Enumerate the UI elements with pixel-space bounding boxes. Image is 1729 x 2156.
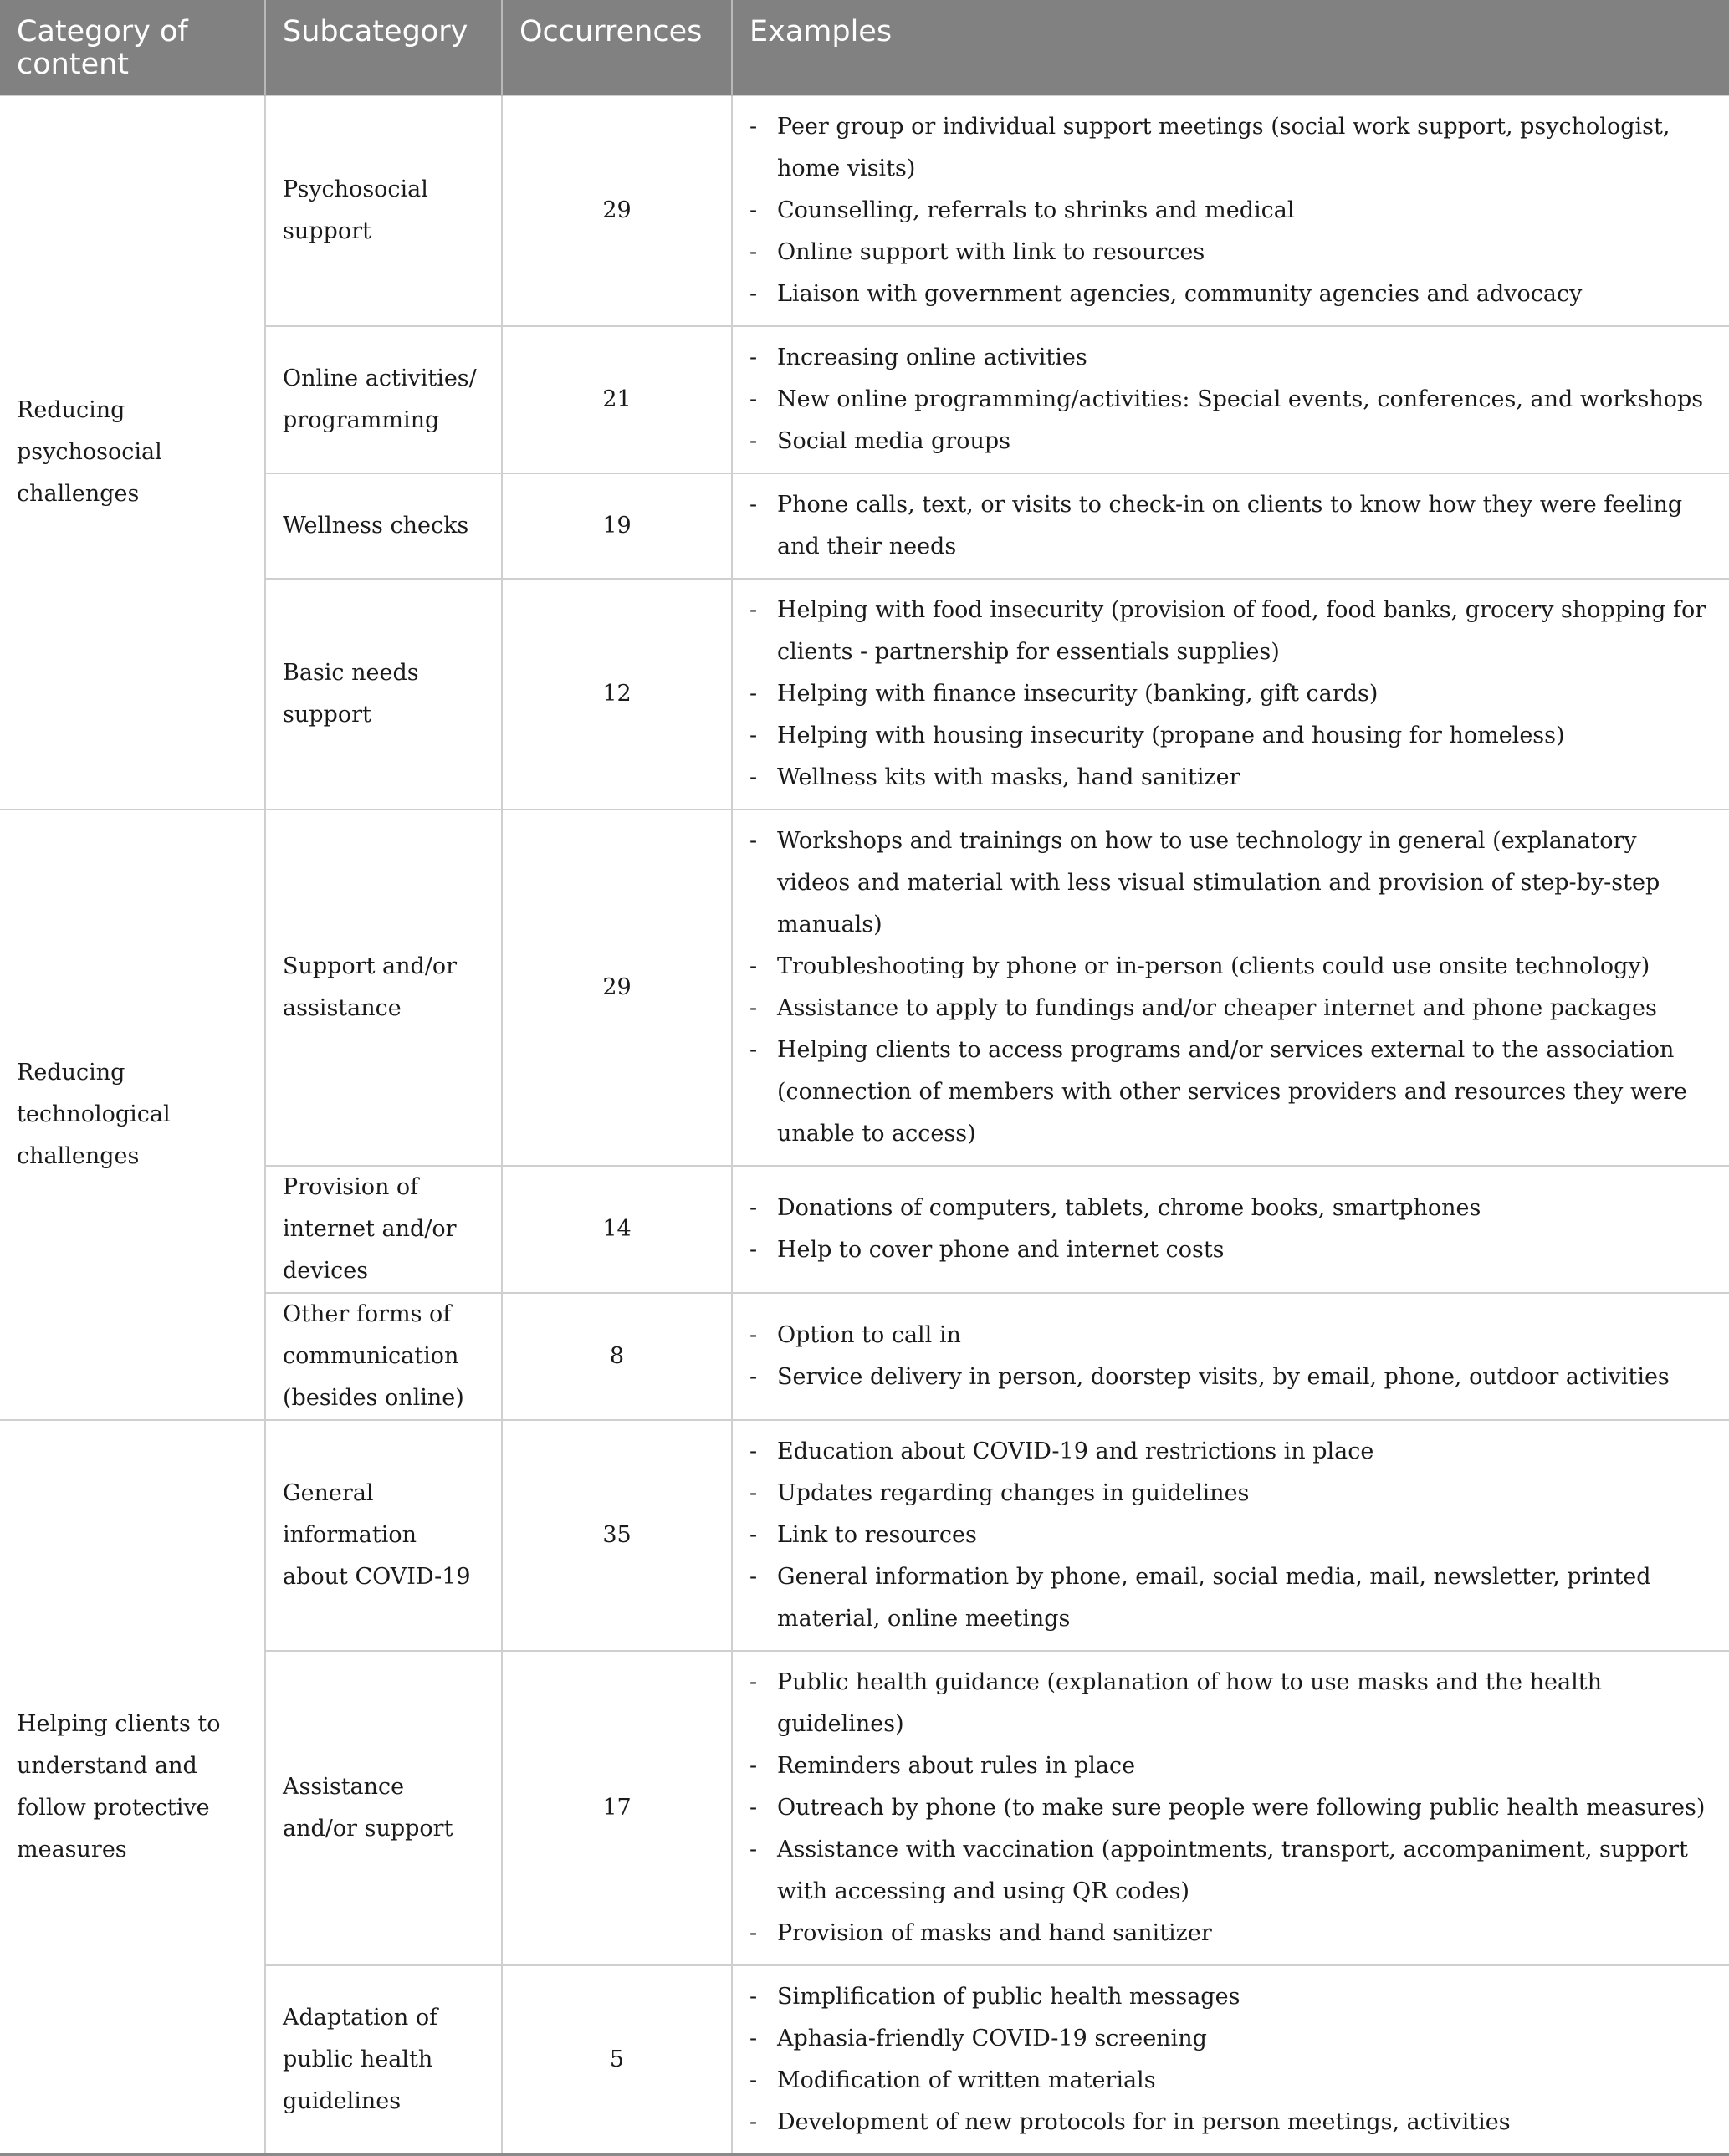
- occurrences-cell: 8: [502, 1293, 732, 1420]
- example-item: - Development of new protocols for in person meetings, activities: [749, 2102, 1712, 2143]
- example-item: - Counselling, referrals to shrinks and medical: [749, 190, 1712, 232]
- example-item: - Provision of masks and hand sanitizer: [749, 1913, 1712, 1954]
- occurrences-cell: 12: [502, 579, 732, 810]
- subcategory-cell: General information about COVID-19: [265, 1420, 502, 1651]
- category-cell: Helping clients to understand and follow protective measures: [0, 1420, 265, 2155]
- examples-cell: [732, 810, 1729, 1166]
- example-item: - Option to call in: [749, 1315, 1712, 1356]
- subcategory-cell: Psychosocial support: [265, 95, 502, 326]
- table-row: [0, 1420, 1729, 1651]
- examples-cell: [732, 473, 1729, 579]
- examples-list: [749, 106, 1712, 315]
- occurrences-cell: 17: [502, 1651, 732, 1965]
- example-item: - Reminders about rules in place: [749, 1745, 1712, 1787]
- examples-cell: [732, 1293, 1729, 1420]
- examples-cell: [732, 95, 1729, 326]
- example-item: - Helping with finance insecurity (banking, gift cards): [749, 673, 1712, 715]
- example-item: - Phone calls, text, or visits to check-in on clients to know how they were feeling and their needs: [749, 484, 1712, 568]
- occurrences-cell: 19: [502, 473, 732, 579]
- subcategory-cell: Online activities/ programming: [265, 326, 502, 473]
- example-item: - Increasing online activities: [749, 337, 1712, 379]
- subcategory-cell: Assistance and/or support: [265, 1651, 502, 1965]
- header-occurrences: Occurrences: [502, 0, 732, 95]
- table-row: [0, 95, 1729, 326]
- examples-list: [749, 1431, 1712, 1640]
- example-item: - Assistance with vaccination (appointments, transport, accompaniment, support with accessing and using QR codes): [749, 1829, 1712, 1913]
- example-item: - General information by phone, email, social media, mail, newsletter, printed material, online meetings: [749, 1556, 1712, 1640]
- example-item: - Online support with link to resources: [749, 232, 1712, 273]
- subcategory-cell: Wellness checks: [265, 473, 502, 579]
- example-item: - Social media groups: [749, 421, 1712, 462]
- example-item: - Simplification of public health messages: [749, 1976, 1712, 2018]
- example-item: - Helping with food insecurity (provision of food, food banks, grocery shopping for clients - partnership for essentials supplies): [749, 590, 1712, 673]
- examples-list: [749, 337, 1712, 462]
- example-item: - Assistance to apply to fundings and/or cheaper internet and phone packages: [749, 988, 1712, 1029]
- table-body: [0, 95, 1729, 2155]
- example-item: - Education about COVID-19 and restrictions in place: [749, 1431, 1712, 1473]
- examples-list: [749, 1188, 1712, 1271]
- header-examples: Examples: [732, 0, 1729, 95]
- example-item: - Helping clients to access programs and/or services external to the association (connection of members with other services providers and resources they were unable to access): [749, 1029, 1712, 1155]
- subcategory-cell: Basic needs support: [265, 579, 502, 810]
- example-item: - Modification of written materials: [749, 2060, 1712, 2102]
- example-item: - Link to resources: [749, 1515, 1712, 1556]
- example-item: - New online programming/activities: Special events, conferences, and workshops: [749, 379, 1712, 421]
- examples-cell: [732, 1420, 1729, 1651]
- subcategory-cell: Other forms of communication (besides online): [265, 1293, 502, 1420]
- examples-list: [749, 1662, 1712, 1954]
- examples-list: [749, 1976, 1712, 2143]
- header-category: Category of content: [0, 0, 265, 95]
- example-item: - Workshops and trainings on how to use technology in general (explanatory videos and material with less visual stimulation and provision of step-by-step manuals): [749, 820, 1712, 946]
- examples-list: [749, 1315, 1712, 1398]
- examples-cell: [732, 1166, 1729, 1293]
- occurrences-cell: 5: [502, 1965, 732, 2155]
- example-item: - Outreach by phone (to make sure people were following public health measures): [749, 1787, 1712, 1829]
- category-cell: Reducing psychosocial challenges: [0, 95, 265, 810]
- occurrences-cell: 21: [502, 326, 732, 473]
- example-item: - Aphasia-friendly COVID-19 screening: [749, 2018, 1712, 2060]
- examples-cell: [732, 579, 1729, 810]
- examples-cell: [732, 1965, 1729, 2155]
- header-subcategory: Subcategory: [265, 0, 502, 95]
- example-item: - Liaison with government agencies, community agencies and advocacy: [749, 273, 1712, 315]
- header-row: [0, 0, 1729, 95]
- table-row: [0, 810, 1729, 1166]
- example-item: - Help to cover phone and internet costs: [749, 1229, 1712, 1271]
- example-item: - Wellness kits with masks, hand sanitizer: [749, 757, 1712, 799]
- examples-list: [749, 820, 1712, 1155]
- category-cell: Reducing technological challenges: [0, 810, 265, 1420]
- example-item: - Donations of computers, tablets, chrome books, smartphones: [749, 1188, 1712, 1229]
- example-item: - Peer group or individual support meetings (social work support, psychologist, home visits): [749, 106, 1712, 190]
- examples-list: [749, 484, 1712, 568]
- examples-list: [749, 590, 1712, 799]
- subcategory-cell: Adaptation of public health guidelines: [265, 1965, 502, 2155]
- examples-cell: [732, 1651, 1729, 1965]
- examples-cell: [732, 326, 1729, 473]
- example-item: - Public health guidance (explanation of how to use masks and the health guidelines): [749, 1662, 1712, 1745]
- occurrences-cell: 35: [502, 1420, 732, 1651]
- occurrences-cell: 14: [502, 1166, 732, 1293]
- subcategory-cell: Support and/or assistance: [265, 810, 502, 1166]
- occurrences-cell: 29: [502, 810, 732, 1166]
- table-header: [0, 0, 1729, 95]
- subcategory-cell: Provision of internet and/or devices: [265, 1166, 502, 1293]
- example-item: - Service delivery in person, doorstep visits, by email, phone, outdoor activities: [749, 1356, 1712, 1398]
- example-item: - Updates regarding changes in guidelines: [749, 1473, 1712, 1515]
- occurrences-cell: 29: [502, 95, 732, 326]
- example-item: - Troubleshooting by phone or in-person (clients could use onsite technology): [749, 946, 1712, 988]
- example-item: - Helping with housing insecurity (propane and housing for homeless): [749, 715, 1712, 757]
